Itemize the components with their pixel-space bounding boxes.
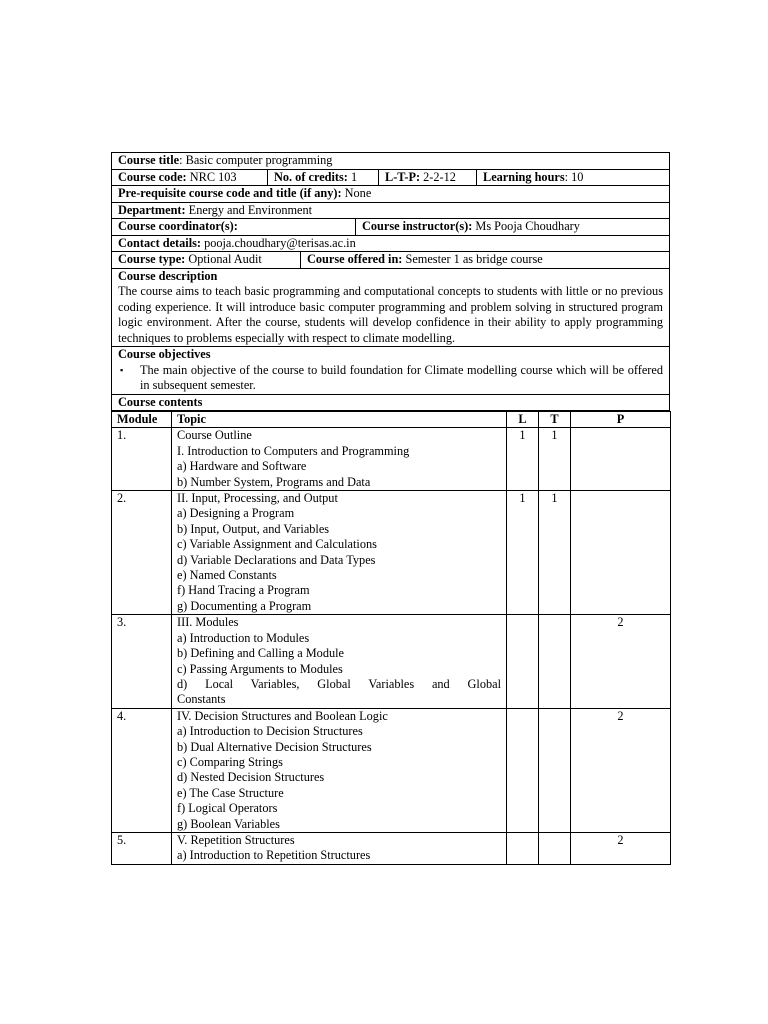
credits-value: 1 [347,169,358,184]
module-l-hours: 1 [507,491,539,615]
module-p-hours [571,491,671,615]
contents-heading-row [111,395,670,412]
course-code-label: Course code: [118,169,187,184]
ltp-label: L-T-P: [385,169,421,184]
description-heading: Course description [118,268,218,283]
course-title-row [111,152,670,170]
topic-line: b) Input, Output, and Variables [177,521,330,536]
p-column-header: P [571,412,671,428]
topic-line: Constants [177,692,226,707]
coordinator-label: Course coordinator(s): [118,219,238,233]
module-number: 1. [112,428,172,491]
topic-line: b) Defining and Calling a Module [177,646,344,661]
coordinator-row [111,219,670,236]
topic-line: d) Variable Declarations and Data Types [177,552,376,567]
offered-in-label: Course offered in: [307,252,403,266]
objectives-heading: Course objectives [118,347,211,361]
module-l-hours [507,708,539,832]
course-title-value: : Basic computer programming [179,153,333,167]
module-t-hours [539,615,571,708]
module-topics [172,428,507,491]
topic-column-header: Topic [172,412,507,428]
course-document [111,152,670,865]
objectives-section [111,347,670,395]
module-t-hours [539,832,571,864]
contact-value: pooja.choudhary@terisas.ac.in [201,235,356,250]
course-type-label: Course type: [118,252,186,266]
topic-line: d) Local Variables, Global Variables and Global [177,676,501,691]
topic-line: II. Input, Processing, and Output [177,491,338,506]
topic-line: b) Dual Alternative Decision Structures [177,739,372,754]
module-row [112,708,671,832]
t-column-header: T [539,412,571,428]
course-code-value: NRC 103 [186,169,237,184]
contents-table [111,411,671,865]
topic-line: a) Hardware and Software [177,459,307,474]
objective-text: The main objective of the course to build foundation for Climate modelling course which will be offered in subsequent semester. [140,362,663,392]
module-t-hours: 1 [539,491,571,615]
bullet-icon: ▪ [120,364,124,375]
l-column-header: L [507,412,539,428]
module-column-header: Module [112,412,172,428]
module-topics [172,708,507,832]
module-p-hours: 2 [571,832,671,864]
contact-label: Contact details: [118,235,201,250]
department-row [111,203,670,220]
module-t-hours [539,708,571,832]
instructor-value: Ms Pooja Choudhary [472,219,580,233]
prerequisite-row [111,186,670,203]
learning-hours-value: : 10 [564,169,584,184]
module-topics [172,615,507,708]
topic-line: c) Variable Assignment and Calculations [177,537,377,552]
topic-line: c) Comparing Strings [177,754,283,769]
course-type-value: Optional Audit [185,252,262,266]
module-topics [172,491,507,615]
module-topics [172,832,507,864]
topic-line: a) Designing a Program [177,506,295,521]
module-row [112,428,671,491]
objective-item [118,363,663,394]
topic-line: c) Passing Arguments to Modules [177,661,343,676]
contents-heading: Course contents [118,394,203,409]
course-title-label: Course title [118,153,180,167]
module-p-hours [571,428,671,491]
topic-line: Course Outline [177,428,252,443]
contents-body [112,428,671,864]
credits-label: No. of credits: [274,169,348,184]
topic-line: I. Introduction to Computers and Programming [177,443,410,458]
module-number: 5. [112,832,172,864]
topic-line: f) Logical Operators [177,801,278,816]
course-type-row [111,252,670,269]
module-number: 2. [112,491,172,615]
instructor-label: Course instructor(s): [362,219,473,233]
topic-line: g) Boolean Variables [177,816,280,831]
module-row [112,491,671,615]
prerequisite-label: Pre-requisite course code and title (if any): [118,186,342,200]
topic-line: IV. Decision Structures and Boolean Logic [177,708,388,723]
contact-row [111,236,670,253]
contents-header-row [112,412,671,428]
module-row [112,832,671,864]
learning-hours-label: Learning hours [483,169,565,184]
module-row [112,615,671,708]
topic-line: f) Hand Tracing a Program [177,583,310,598]
module-number: 4. [112,708,172,832]
topic-line: V. Repetition Structures [177,832,295,847]
description-section [111,269,670,348]
course-code-row [111,170,670,187]
module-l-hours: 1 [507,428,539,491]
department-value: Energy and Environment [185,202,313,217]
topic-line: g) Documenting a Program [177,598,312,613]
topic-line: d) Nested Decision Structures [177,770,325,785]
ltp-value: 2-2-12 [420,169,456,184]
department-label: Department: [118,202,186,217]
topic-line: e) The Case Structure [177,785,284,800]
module-p-hours: 2 [571,615,671,708]
module-t-hours: 1 [539,428,571,491]
prerequisite-value: None [341,186,372,200]
topic-line: a) Introduction to Decision Structures [177,724,363,739]
module-l-hours [507,615,539,708]
offered-in-value: Semester 1 as bridge course [402,252,543,266]
module-p-hours: 2 [571,708,671,832]
module-number: 3. [112,615,172,708]
module-l-hours [507,832,539,864]
topic-line: b) Number System, Programs and Data [177,474,371,489]
topic-line: III. Modules [177,615,239,630]
topic-line: a) Introduction to Modules [177,630,310,645]
topic-line: a) Introduction to Repetition Structures [177,848,371,863]
description-text: The course aims to teach basic programming and computational concepts to students with little or no previous coding experience. It will introduce basic computer programming and problem solving in structured program logic environment. After the course, students will develop confidence in their ability to apply programming techniques to problems especially with respect to climate modelling. [118,284,663,345]
topic-line: e) Named Constants [177,568,277,583]
